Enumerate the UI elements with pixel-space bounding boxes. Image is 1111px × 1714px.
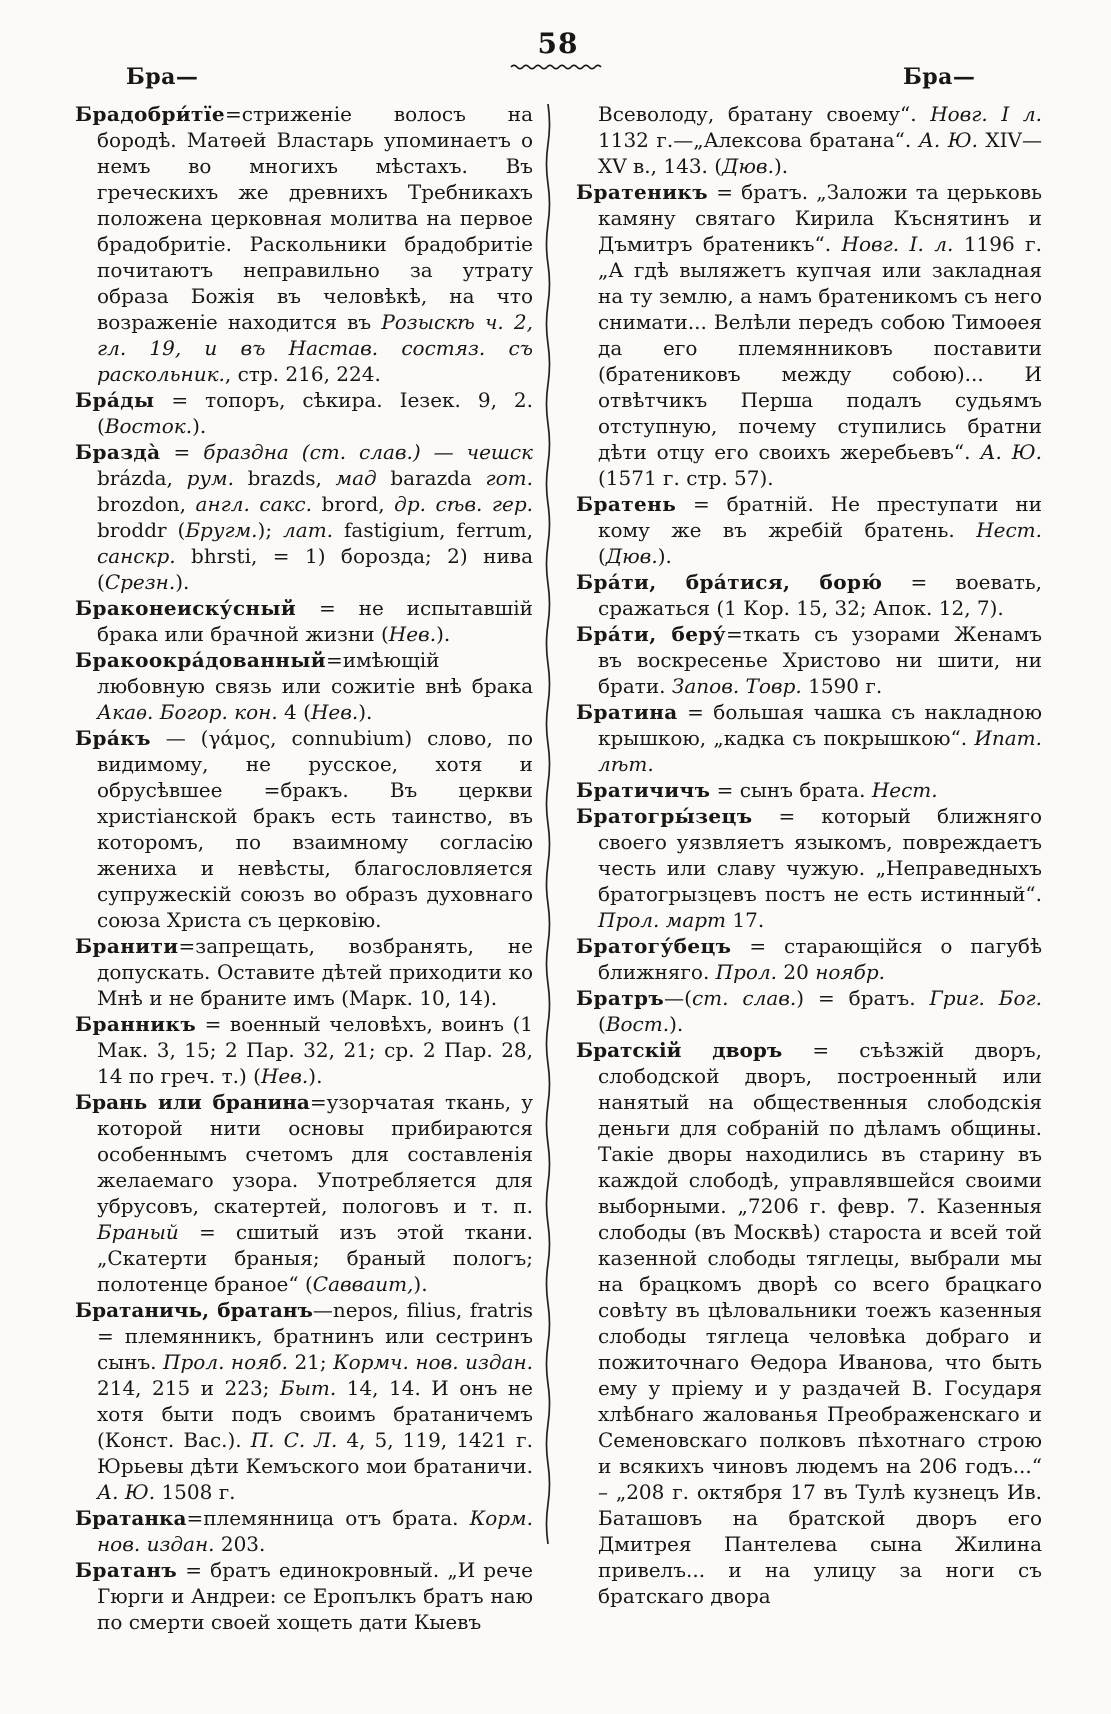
dictionary-entry xyxy=(576,1037,1042,1609)
entry-text: 4, 5, 119, 1421 г. Юрьевы дѣти Кемъского мои братаничи. xyxy=(97,1428,533,1478)
page-number: 58 xyxy=(537,27,579,60)
dictionary-entry xyxy=(75,1011,533,1089)
entry-text: Дюв. xyxy=(605,544,658,568)
entry-text: Запов. Товр. xyxy=(671,674,802,698)
left-column xyxy=(75,101,533,1635)
entry-text: ) = братъ. xyxy=(796,986,930,1010)
entry-text: brord, xyxy=(312,492,395,516)
entry-text: Прол. март xyxy=(598,908,727,932)
entry-text: др. сѣв. гер. xyxy=(394,492,533,516)
entry-text: Браный xyxy=(97,1220,179,1244)
entry-text: Нев. xyxy=(388,622,437,646)
entry-text: brazds, xyxy=(233,466,336,490)
entry-text: = съѣзжій дворъ, слободской дворъ, построенный или нанятый на общественныя слободскія деньги для собраній по дѣламъ общины. Такіе дворы находились въ старину въ каждой слободѣ, управлявшейся своими выборными. „7206 г. февр. 7. Казенныя слободы (въ Москвѣ) староста и всей той казенной слободы тяглецы, выбрали мы на брацкомъ дворѣ со всего брацкаго совѣту въ цѣловальники тоежъ казенныя слободы тяглеца человѣка добраго и пожиточнаго Ѳедора Иванова, что быть ему у пріему и у раздачей В. Государя хлѣбнаго жалованья Преображенскаго и Семеновскаго полковъ пѣхотнаго строю и всякихъ чиновъ людемъ на 206 годъ...“ – „208 г. октября 17 въ Тулѣ кузнецъ Ив. Баташовъ на братской дворъ его Дмитрея Пантелева сына Жилина привелъ... и на улицу за ноги съ братскаго двора xyxy=(598,1038,1042,1608)
entry-text: 1590 г. xyxy=(801,674,883,698)
left-column-header: Бра— xyxy=(126,64,199,90)
headword: Бра́къ xyxy=(75,726,151,750)
entry-text: англ. сакс. xyxy=(195,492,312,516)
dictionary-entry xyxy=(75,725,533,933)
headword: Братень xyxy=(576,492,677,516)
entry-text: ( xyxy=(598,1012,606,1036)
dictionary-entry xyxy=(576,803,1042,933)
entry-text: мад xyxy=(335,466,377,490)
entry-text: Григ. Бог. xyxy=(929,986,1042,1010)
entry-text: =запрещать, возбранять, не допускать. Оставите дѣтей приходити ко Мнѣ и не браните имъ (Марк. 10, 14). xyxy=(97,934,533,1010)
dictionary-entry xyxy=(576,777,1042,803)
entry-text: ). xyxy=(669,1012,684,1036)
headword: Братина xyxy=(576,700,678,724)
entry-text: Нест. xyxy=(871,778,938,802)
entry-text: Прол. нояб. xyxy=(163,1350,288,1374)
entry-text: brozdon, xyxy=(97,492,196,516)
headword: Брань или бранина xyxy=(75,1090,310,1114)
entry-text: = xyxy=(160,440,204,464)
entry-text: ). xyxy=(657,544,672,568)
entry-text: Прол. xyxy=(715,960,778,984)
headword: Бразда̀ xyxy=(75,440,161,464)
entry-text: XIV—XV в., 143. ( xyxy=(598,128,1042,178)
entry-text: ). xyxy=(436,622,451,646)
entry-text: ). xyxy=(175,570,190,594)
dictionary-entry xyxy=(75,1089,533,1297)
entry-text: =имѣющій любовную связь или сожитіе внѣ брака xyxy=(97,648,533,698)
entry-text: Новг. I л. xyxy=(930,102,1043,126)
headword: Бранникъ xyxy=(75,1012,197,1036)
entry-text: ). xyxy=(773,154,789,178)
entry-text: 20 xyxy=(777,960,816,984)
entry-text: =стриженіе волосъ на бородѣ. Матѳей Властарь упоминаетъ о немъ во многихъ мѣстахъ. Въ греческихъ же древнихъ Требникахъ положена церковная молитва на первое брадобритіе. Раскольники брадобритіе почитаютъ неправильно за утрату образа Божія въ человѣкѣ, на что возраженіе находится въ xyxy=(97,102,533,334)
headword: Братогу́бецъ xyxy=(576,934,732,958)
entry-text: 203. xyxy=(214,1532,266,1556)
entry-text: = воевать, сражаться (1 Кор. 15, 32; Апок. 12, 7). xyxy=(598,570,1043,620)
entry-text: ). xyxy=(308,1064,323,1088)
entry-text: = сшитый изъ этой ткани. „Скатерти браныя; браный пологъ; полотенце браное“ ( xyxy=(97,1220,533,1296)
entry-text: = который ближняго своего уязвляетъ языкомъ, повреждаетъ честь или славу чужую. „Неправедныхъ братогрызцевъ постъ не есть истинный“. xyxy=(598,804,1042,906)
headword: Братичичъ xyxy=(576,778,711,802)
dictionary-entry xyxy=(576,933,1042,985)
entry-text: 1132 г.—„Алексова братана“. xyxy=(598,128,919,152)
headword: Бра́ти, беру́ xyxy=(576,622,726,646)
headword: Бра́ды xyxy=(75,388,155,412)
entry-text: ноябр. xyxy=(815,960,886,984)
entry-text: = сынъ брата. xyxy=(710,778,872,802)
entry-text: —( xyxy=(664,986,692,1010)
entry-text: 214, 215 и 223; xyxy=(97,1376,280,1400)
headword: Братаничь, братанъ xyxy=(75,1298,313,1322)
headword: Братогры́зецъ xyxy=(576,804,753,828)
headword: Бракоокра́дованный xyxy=(75,648,327,672)
entry-text: лат. xyxy=(283,518,334,542)
headword: Братанъ xyxy=(75,1558,178,1582)
dictionary-entry xyxy=(576,621,1042,699)
headword: Братскій дворъ xyxy=(576,1038,783,1062)
entry-text: 21; xyxy=(287,1350,334,1374)
entry-text: Быт. xyxy=(279,1376,337,1400)
entry-text: Нев. xyxy=(310,700,359,724)
headword: Браконеиску́сный xyxy=(75,596,297,620)
entry-text: Ипат. лѣт. xyxy=(598,726,1042,776)
headword: Бра́ти, бра́тися, борю́ xyxy=(576,570,883,594)
entry-text: 1196 г. „А гдѣ выляжетъ купчая или закладная на ту землю, а намъ братеникомъ съ него снимати... Велѣли передъ собою Тимоѳея да его племянниковъ поставити (братениковъ между собою)... И отвѣтчикъ Перша подалъ судьямъ отступную, почему ступились братни дѣти отцу его своихъ жеребьевъ“. xyxy=(598,232,1043,464)
entry-text: 1508 г. xyxy=(155,1480,236,1504)
dictionary-entry xyxy=(75,1557,533,1635)
dictionary-entry xyxy=(75,387,533,439)
entry-text: гот. xyxy=(485,466,533,490)
entry-text: Дюв. xyxy=(722,154,774,178)
entry-text: 17. xyxy=(726,908,765,932)
entry-text: — (γάμος, connubium) слово, по видимому, не русское, хотя и обрусѣвшее =бракъ. Въ церкви христіанской бракъ есть таинство, въ которомъ, по взаимному согласію жениха и невѣсты, благословляется супружескій союзъ во образъ духовнаго союза Христа съ церковію. xyxy=(97,726,533,932)
right-column-header: Бра— xyxy=(903,64,976,90)
headword: Братеникъ xyxy=(576,180,709,204)
entry-text: =узорчатая ткань, у которой нити основы прибираются особеннымъ счетомъ для составленія желаемаго узора. Употребляется для убрусовъ, скатертей, пологовъ и т. п. xyxy=(97,1090,533,1218)
headword: Бранити xyxy=(75,934,179,958)
entry-text: Срезн. xyxy=(104,570,176,594)
entry-text: ); xyxy=(257,518,284,542)
dictionary-entry xyxy=(75,1505,533,1557)
entry-text: Новг. I. л. xyxy=(841,232,954,256)
entry-text: =ткать съ узорами Женамъ въ воскресенье Христово ни шити, ни брати. xyxy=(598,622,1042,698)
entry-text: brázda, xyxy=(97,466,187,490)
entry-text: = братній. Не преступати ни кому же въ жребій братень. xyxy=(598,492,1042,542)
dictionary-entry xyxy=(75,101,533,387)
dictionary-entry xyxy=(75,439,533,595)
headword: Братръ xyxy=(576,986,665,1010)
dictionary-entry xyxy=(576,699,1042,777)
entry-text: Кормч. нов. издан. xyxy=(333,1350,533,1374)
entry-text: ). xyxy=(413,1272,428,1296)
entry-text: = военный человѣхъ, воинъ (1 Мак. 3, 15; 2 Пар. 32, 21; ср. 2 Пар. 28, 14 по греч. т.) ( xyxy=(97,1012,533,1088)
dictionary-entry xyxy=(576,985,1042,1037)
entry-text: браздна (ст. слав.) — чешск xyxy=(203,440,533,464)
dictionary-entry xyxy=(576,569,1042,621)
column-divider-rule xyxy=(541,104,555,1564)
entry-text: broddr ( xyxy=(97,518,186,542)
dictionary-entry xyxy=(75,933,533,1011)
entry-text: ( xyxy=(598,544,606,568)
entry-text: Восток. xyxy=(104,414,193,438)
entry-text: = топоръ, сѣкира. Іезек. 9, 2. ( xyxy=(97,388,533,438)
entry-text: Всеволоду, братану своему“. xyxy=(598,102,931,126)
entry-text: Вост. xyxy=(605,1012,670,1036)
entry-text: А. Ю. xyxy=(980,440,1042,464)
dictionary-entry xyxy=(75,1297,533,1505)
entry-text: Нест. xyxy=(976,518,1042,542)
entry-text: Корм. нов. издан. xyxy=(97,1506,533,1556)
entry-text: ). xyxy=(192,414,207,438)
dictionary-entry xyxy=(576,101,1042,179)
entry-text: Розыскѣ ч. 2, гл. 19, и въ Настав. состяз. съ раскольник. xyxy=(97,310,534,386)
dictionary-entry xyxy=(75,595,533,647)
entry-text: fastigium, ferrum, xyxy=(333,518,533,542)
dictionary-entry xyxy=(576,179,1042,491)
entry-text: Акаѳ. Богор. кон. xyxy=(97,700,278,724)
entry-text: —nepos, filius, fratris = племянникъ, братнинъ или сестринъ сынъ. xyxy=(97,1298,533,1374)
entry-text: П. С. Л. xyxy=(250,1428,338,1452)
dictionary-entry xyxy=(576,491,1042,569)
entry-text: А. Ю. xyxy=(97,1480,156,1504)
entry-text: (1571 г. стр. 57). xyxy=(598,466,774,490)
entry-text: = братъ. „Заложи та церьковь камяну святаго Кирила Къснятинъ и Дъмитръ братеникъ“. xyxy=(598,180,1042,256)
headword: Брадобри́тїе xyxy=(75,102,225,126)
dictionary-entry xyxy=(75,647,533,725)
entry-text: Бругм. xyxy=(185,518,258,542)
entry-text: = старающійся о пагубѣ ближняго. xyxy=(598,934,1042,984)
entry-text: Савваит, xyxy=(312,1272,414,1296)
entry-text: bhrsti, = 1) борозда; 2) нива ( xyxy=(97,544,533,594)
entry-text: =племянница отъ брата. xyxy=(186,1506,470,1530)
headword: Братанка xyxy=(75,1506,187,1530)
page-header xyxy=(498,27,618,72)
entry-text: рум. xyxy=(186,466,234,490)
entry-text: 14, 14. И онъ не хотя быти подъ своимъ братаничемъ (Конст. Вас.). xyxy=(97,1376,533,1452)
entry-text: А. Ю. xyxy=(918,128,978,152)
page-number-rule xyxy=(510,62,606,72)
entry-text: ст. слав. xyxy=(691,986,797,1010)
entry-text: = не испытавшій брака или брачной жизни ( xyxy=(97,596,533,646)
entry-text: barazda xyxy=(376,466,486,490)
right-column xyxy=(576,101,1042,1609)
entry-text: = братъ единокровный. „И рече Гюрги и Андреи: се Еропълкъ братъ наю по смерти своей хощеть дати Кыевъ xyxy=(97,1558,533,1634)
entry-text: Нев. xyxy=(260,1064,309,1088)
entry-text: санскр. xyxy=(97,544,176,568)
entry-text: , стр. 216, 224. xyxy=(224,362,381,386)
entry-text: ). xyxy=(358,700,373,724)
entry-text: 4 ( xyxy=(277,700,311,724)
entry-text: = большая чашка съ накладною крышкою, „кадка съ покрышкою“. xyxy=(598,700,1042,750)
